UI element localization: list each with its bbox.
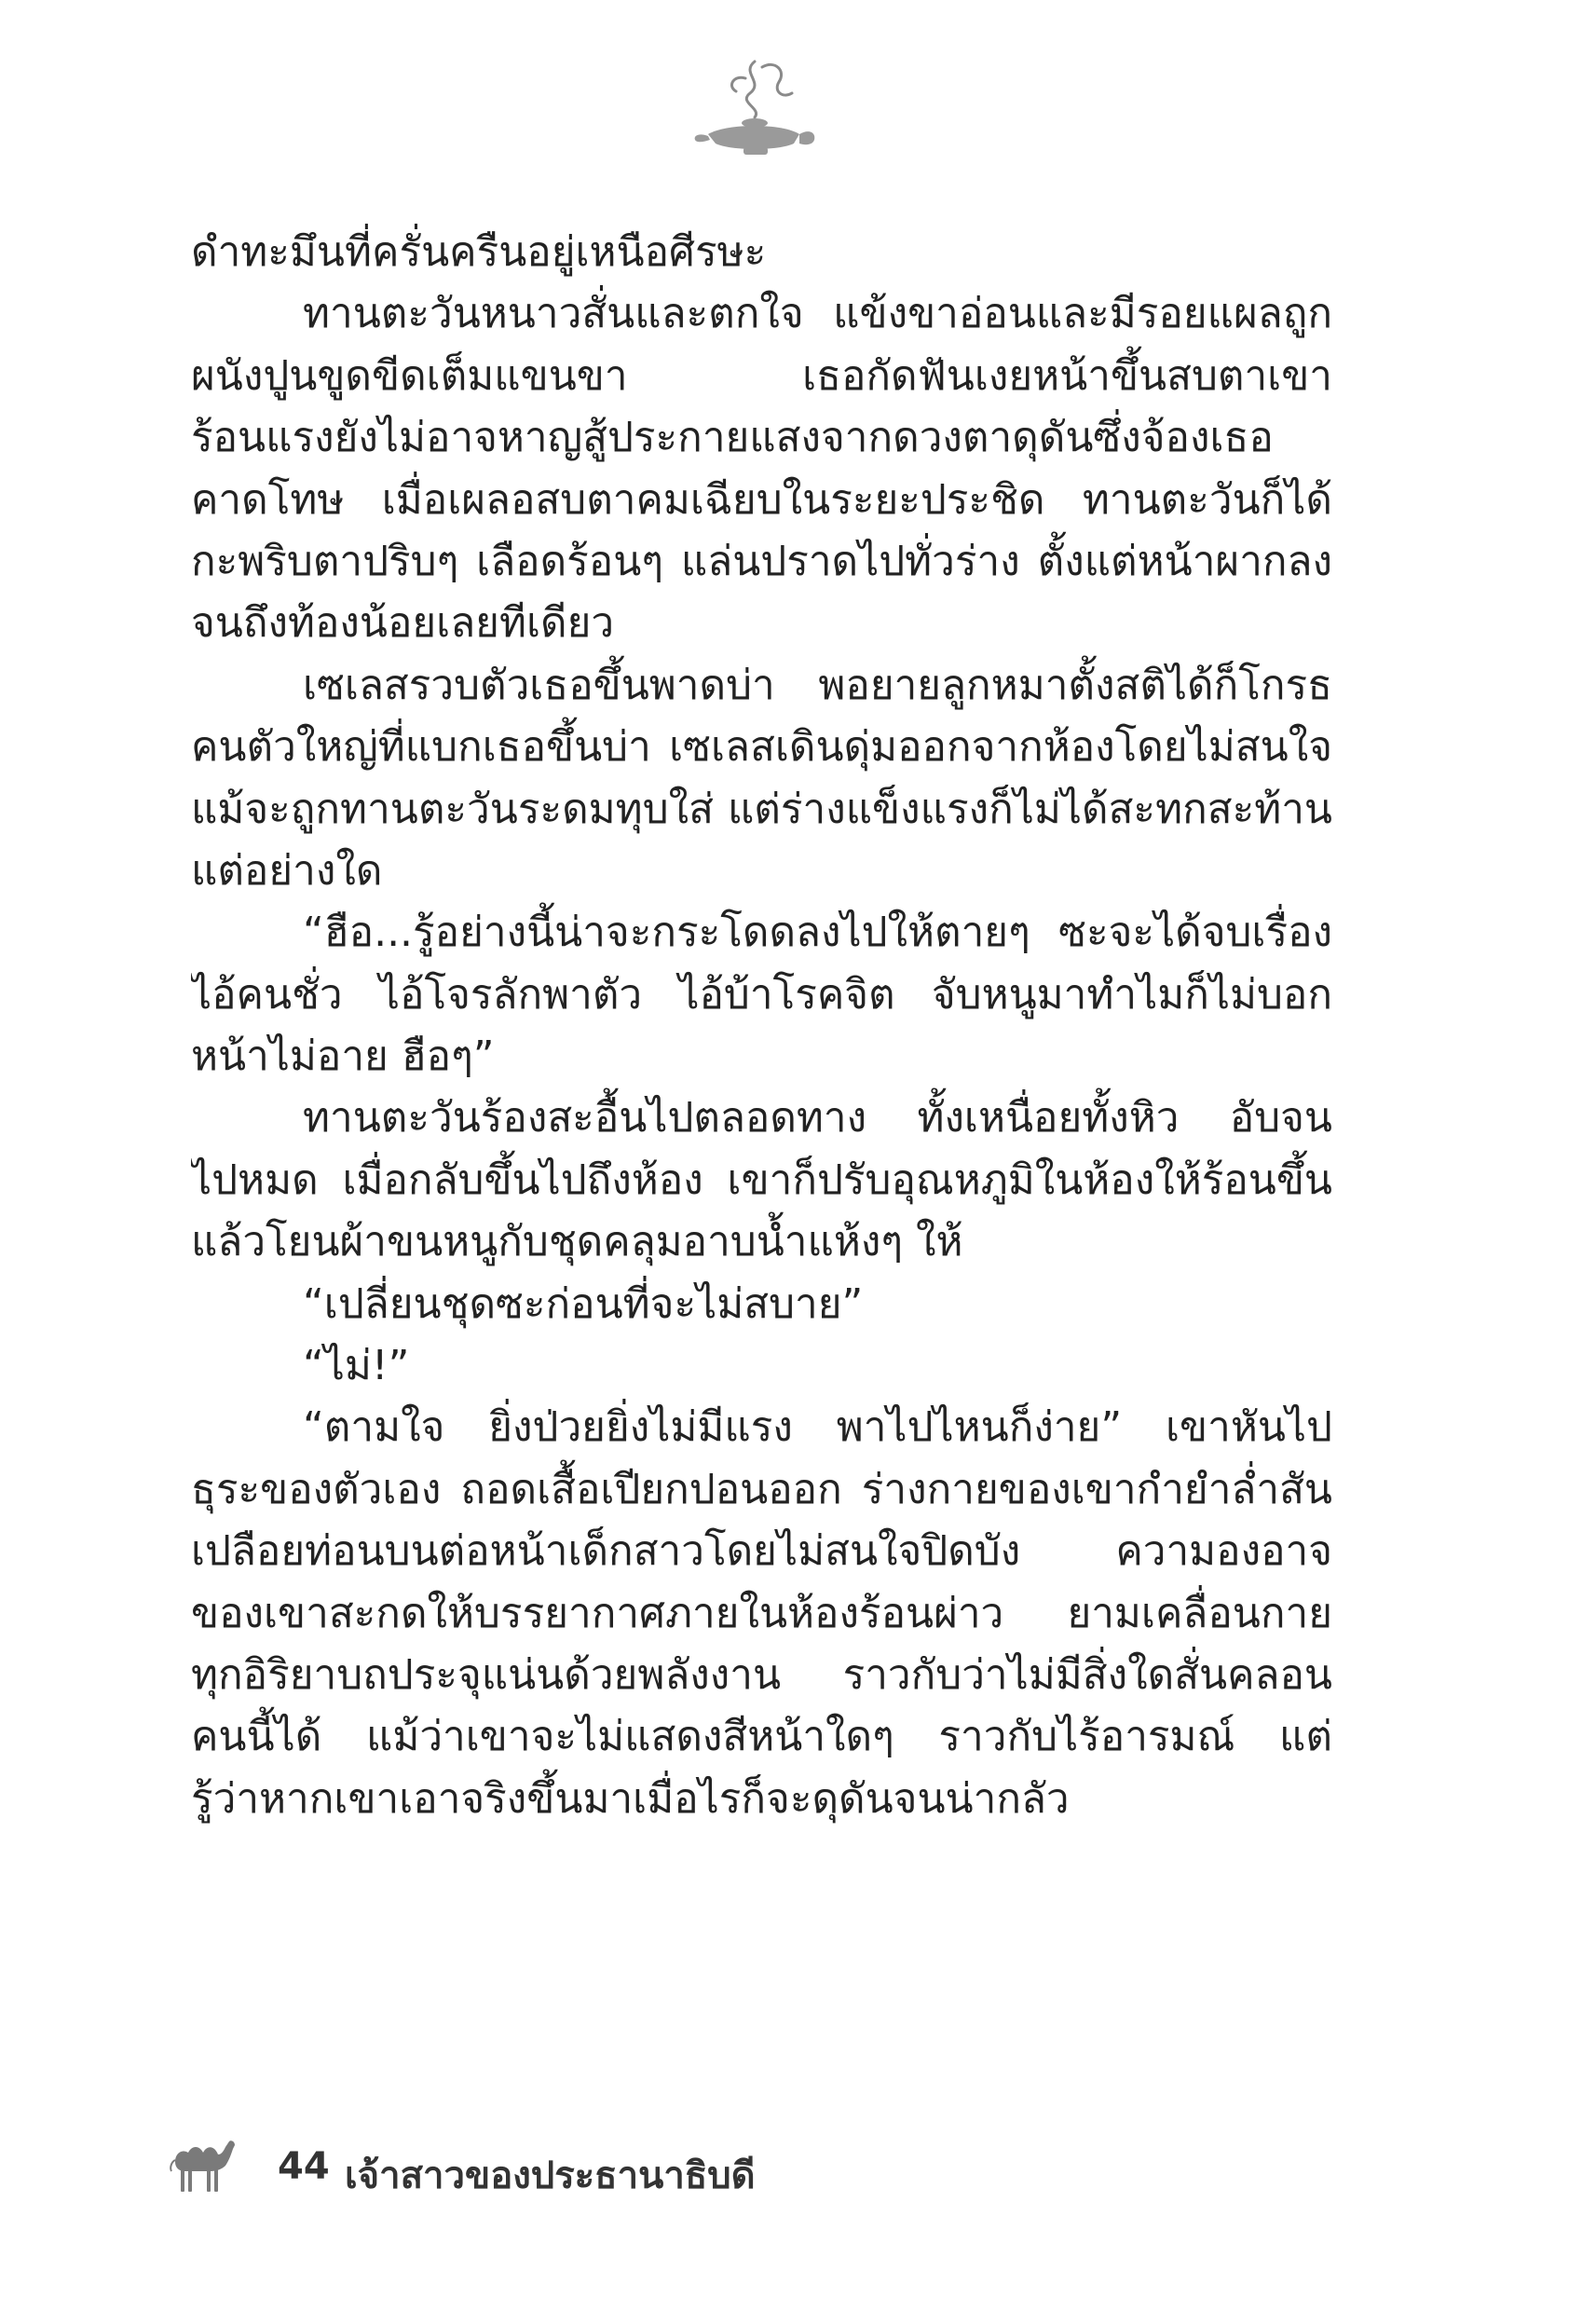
text-line: “ตามใจ ยิ่งป่วยยิ่งไม่มีแรง พาไปไหนก็ง่าย” เขาหันไป [303,1403,1332,1452]
text-line: “ไม่!” [303,1342,410,1390]
text-line: ร้อนแรงยังไม่อาจหาญสู้ประกายแสงจากดวงตาดุดันซึ่งจ้องเธอ [191,414,1274,462]
text-line: หน้าไม่อาย ฮือๆ” [191,1032,495,1081]
text-line: คนนี้ได้ แม้ว่าเขาจะไม่แสดงสีหน้าใดๆ ราวกับไร้อารมณ์ แต่ [191,1713,1332,1761]
text-line: แล้วโยนผ้าขนหนูกับชุดคลุมอาบน้ำแห้งๆ ให้ [191,1218,963,1266]
page-number: 44 [278,2145,330,2188]
book-title: เจ้าสาวของประธานาธิบดี [345,2154,756,2197]
text-line: จนถึงท้องน้อยเลยทีเดียว [191,599,615,648]
text-line: แม้จะถูกทานตะวันระดมทุบใส่ แต่ร่างแข็งแรงก็ไม่ได้สะทกสะท้าน [191,785,1332,833]
text-line: ธุระของตัวเอง ถอดเสื้อเปียกปอนออก ร่างกายของเขากำยำล่ำสัน [191,1465,1332,1513]
page-footer [168,2134,1006,2199]
text-line: ทานตะวันหนาวสั่นและตกใจ แข้งขาอ่อนและมีรอยแผลถูก [303,290,1332,338]
text-line: ผนังปูนขูดขีดเต็มแขนขา เธอกัดฟันเงยหน้าขึ้นสบตาเขา [191,351,1332,400]
text-line: ดำทะมึนที่ครั่นครืนอยู่เหนือศีรษะ [191,228,767,276]
text-line: “เปลี่ยนชุดซะก่อนที่จะไม่สบาย” [303,1279,864,1328]
text-line: รู้ว่าหากเขาเอาจริงขึ้นมาเมื่อไรก็จะดุดันจนน่ากลัว [191,1774,1070,1823]
text-line: ทุกอิริยาบถประจุแน่นด้วยพลังงาน ราวกับว่าไม่มีสิ่งใดสั่นคลอน [191,1650,1332,1699]
text-line: ไอ้คนชั่ว ไอ้โจรลักพาตัว ไอ้บ้าโรคจิต จับหนูมาทำไมก็ไม่บอก [191,970,1332,1019]
text-line: คาดโทษ เมื่อเผลอสบตาคมเฉียบในระยะประชิด ทานตะวันก็ได้ [191,475,1332,524]
text-line: เซเลสรวบตัวเธอขึ้นพาดบ่า พอยายลูกหมาตั้งสติได้ก็โกรธ [303,661,1332,709]
body-text [191,222,1332,1830]
camel-icon [168,2134,240,2195]
text-line: คนตัวใหญ่ที่แบกเธอขึ้นบ่า เซเลสเดินดุ่มออกจากห้องโดยไม่สนใจ [191,723,1332,772]
text-line: ของเขาสะกดให้บรรยากาศภายในห้องร้อนผ่าว ยามเคลื่อนกาย [191,1589,1332,1637]
text-line: กะพริบตาปริบๆ เลือดร้อนๆ แล่นปราดไปทั่วร่าง ตั้งแต่หน้าผากลง [191,537,1332,585]
text-line: แต่อย่างใด [191,846,383,895]
text-line: “ฮือ...รู้อย่างนี้น่าจะกระโดดลงไปให้ตายๆ ซะจะได้จบเรื่อง [303,909,1332,957]
text-line: ไปหมด เมื่อกลับขึ้นไปถึงห้อง เขาก็ปรับอุณหภูมิในห้องให้ร้อนขึ้น [191,1156,1332,1204]
text-line: เปลือยท่อนบนต่อหน้าเด็กสาวโดยไม่สนใจปิดบัง ความองอาจ [191,1527,1332,1576]
genie-lamp-icon [689,54,820,166]
text-line: ทานตะวันร้องสะอื้นไปตลอดทาง ทั้งเหนื่อยทั้งหิว อับจน [303,1094,1332,1142]
